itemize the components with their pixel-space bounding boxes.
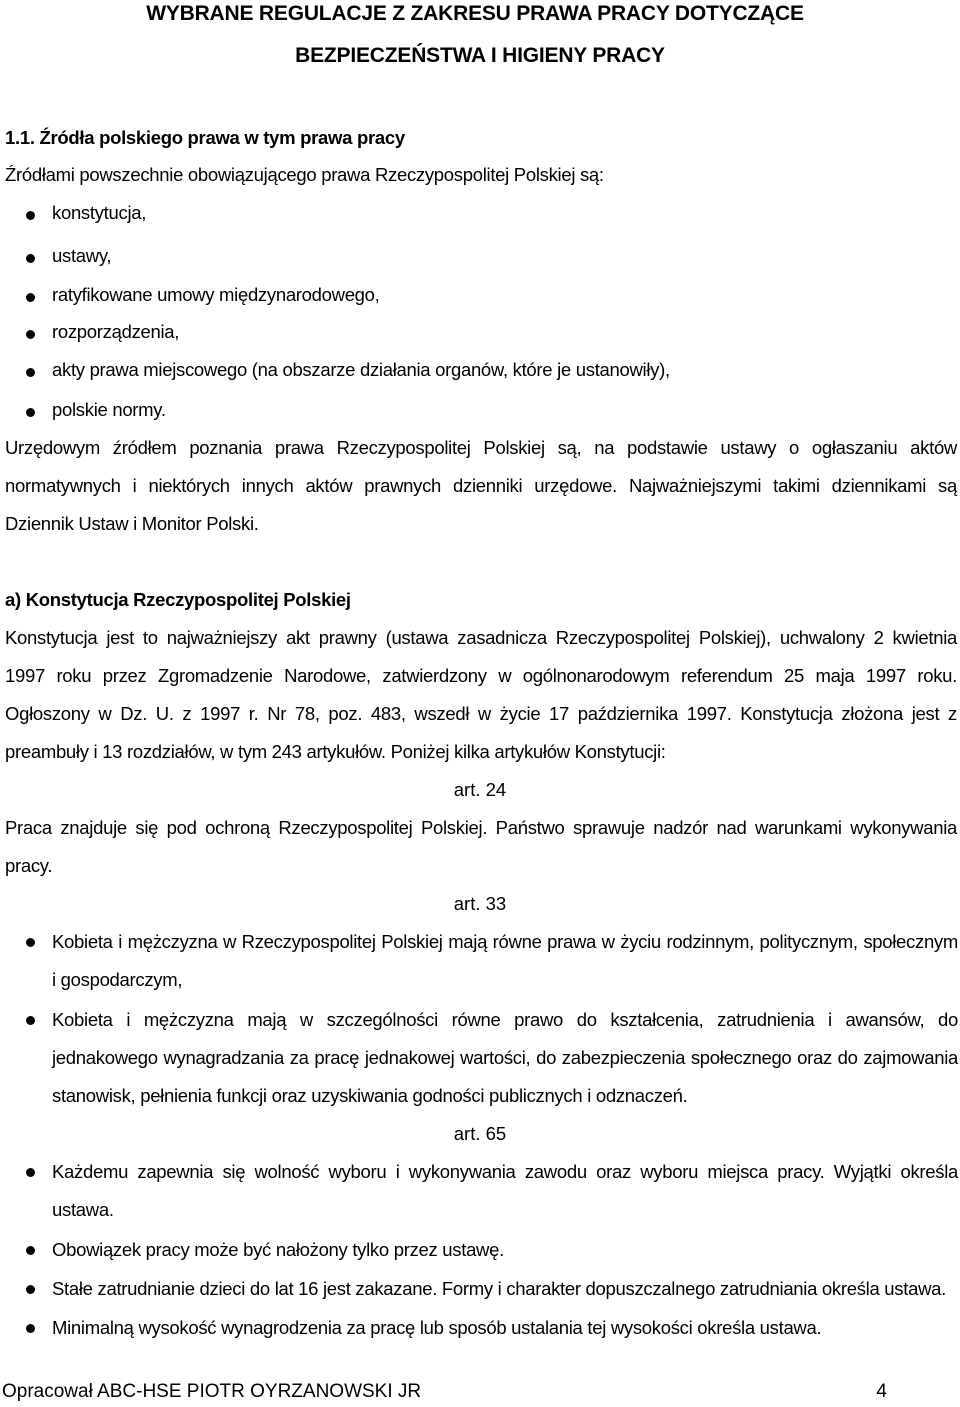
list-item-text: ustawy, bbox=[52, 245, 112, 266]
bullet-icon bbox=[26, 368, 35, 377]
list-item-text: polskie normy. bbox=[52, 399, 166, 420]
article-label: art. 65 bbox=[453, 1123, 507, 1144]
page-footer bbox=[2, 1380, 885, 1404]
paragraph-line: pracy. bbox=[5, 855, 53, 876]
list-item-text: konstytucja, bbox=[52, 202, 147, 223]
paragraph-line: Każdemu zapewnia się wolność wyboru i wykonywania zawodu oraz wyboru miejsca pracy. Wyjątki określa bbox=[52, 1161, 958, 1182]
article-label: art. 33 bbox=[453, 893, 507, 914]
article-label: art. 24 bbox=[453, 779, 507, 800]
sources-intro: Źródłami powszechnie obowiązującego prawa Rzeczypospolitej Polskiej są: bbox=[5, 164, 604, 185]
paragraph-line: Urzędowym źródłem poznania prawa Rzeczypospolitej Polskiej są, na podstawie ustawy o ogłaszaniu aktów bbox=[5, 437, 957, 458]
paragraph-line: Ogłoszony w Dz. U. z 1997 r. Nr 78, poz. 483, wszedł w życie 17 października 1997. Konstytucja złożona jest z bbox=[5, 703, 957, 724]
bullet-icon bbox=[26, 938, 35, 947]
bullet-icon bbox=[26, 330, 35, 339]
bullet-icon bbox=[26, 254, 35, 263]
list-item-text: Obowiązek pracy może być nałożony tylko przez ustawę. bbox=[52, 1239, 504, 1260]
list-item-text bbox=[52, 930, 958, 1006]
paragraph-line: Kobieta i mężczyzna w Rzeczypospolitej Polskiej mają równe prawa w życiu rodzinnym, politycznym, społecznym bbox=[52, 931, 958, 952]
bullet-icon bbox=[26, 293, 35, 302]
subsection-heading: a) Konstytucja Rzeczypospolitej Polskiej bbox=[5, 589, 351, 610]
bullet-icon bbox=[26, 1324, 35, 1333]
bullet-icon bbox=[26, 1016, 35, 1025]
footer-author: Opracował ABC-HSE PIOTR OYRZANOWSKI JR bbox=[2, 1381, 422, 1402]
bullet-icon bbox=[26, 211, 35, 220]
constitution-paragraph bbox=[5, 626, 957, 778]
paragraph-line: stanowisk, pełnienia funkcji oraz uzyskiwania godności publicznych i odznaczeń. bbox=[52, 1085, 688, 1106]
bullet-icon bbox=[26, 1246, 35, 1255]
list-item-text: Stałe zatrudnianie dzieci do lat 16 jest zakazane. Formy i charakter dopuszczalnego zatrudniania określa ustawa. bbox=[52, 1278, 946, 1299]
paragraph-line: Kobieta i mężczyzna mają w szczególności równe prawo do kształcenia, zatrudnienia i awansów, do bbox=[52, 1009, 958, 1030]
section-heading: 1.1. Źródła polskiego prawa w tym prawa pracy bbox=[5, 127, 405, 148]
list-item-text: akty prawa miejscowego (na obszarze działania organów, które je ustanowiły), bbox=[52, 359, 670, 380]
bullet-icon bbox=[26, 1285, 35, 1294]
paragraph-line: 1997 roku przez Zgromadzenie Narodowe, zatwierdzony w ogólnonarodowym referendum 25 maja 1997 roku. bbox=[5, 665, 957, 686]
paragraph-line: Dziennik Ustaw i Monitor Polski. bbox=[5, 513, 259, 534]
bullet-icon bbox=[26, 1168, 35, 1177]
article-24-text bbox=[5, 816, 957, 892]
document-title-line-2: BEZPIECZEŃSTWA I HIGIENY PRACY bbox=[295, 44, 665, 67]
bullet-icon bbox=[26, 408, 35, 417]
list-item-text: rozporządzenia, bbox=[52, 321, 180, 342]
page-number: 4 bbox=[876, 1381, 887, 1402]
list-item-text: ratyfikowane umowy międzynarodowego, bbox=[52, 284, 380, 305]
paragraph-line: normatywnych i niektórych innych aktów prawnych dzienniki urzędowe. Najważniejszymi takimi dziennikami są bbox=[5, 475, 957, 496]
list-item-text bbox=[52, 1160, 958, 1236]
paragraph-line: i gospodarczym, bbox=[52, 969, 183, 990]
paragraph-line: ustawa. bbox=[52, 1199, 114, 1220]
paragraph-line: jednakowego wynagradzania za pracę jednakowej wartości, do zabezpieczenia społecznego oraz do zajmowania bbox=[52, 1047, 958, 1068]
official-journals-paragraph bbox=[5, 436, 957, 550]
list-item-text: Minimalną wysokość wynagrodzenia za pracę lub sposób ustalania tej wysokości określa ustawa. bbox=[52, 1317, 822, 1338]
paragraph-line: preambuły i 13 rozdziałów, w tym 243 artykułów. Poniżej kilka artykułów Konstytucji: bbox=[5, 741, 666, 762]
list-item-text bbox=[52, 1008, 958, 1122]
document-title-line-1: WYBRANE REGULACJE Z ZAKRESU PRAWA PRACY DOTYCZĄCE bbox=[146, 2, 804, 25]
paragraph-line: Praca znajduje się pod ochroną Rzeczypospolitej Polskiej. Państwo sprawuje nadzór nad warunkami wykonywania bbox=[5, 817, 957, 838]
paragraph-line: Konstytucja jest to najważniejszy akt prawny (ustawa zasadnicza Rzeczypospolitej Polskiej), uchwalony 2 kwietnia bbox=[5, 627, 957, 648]
